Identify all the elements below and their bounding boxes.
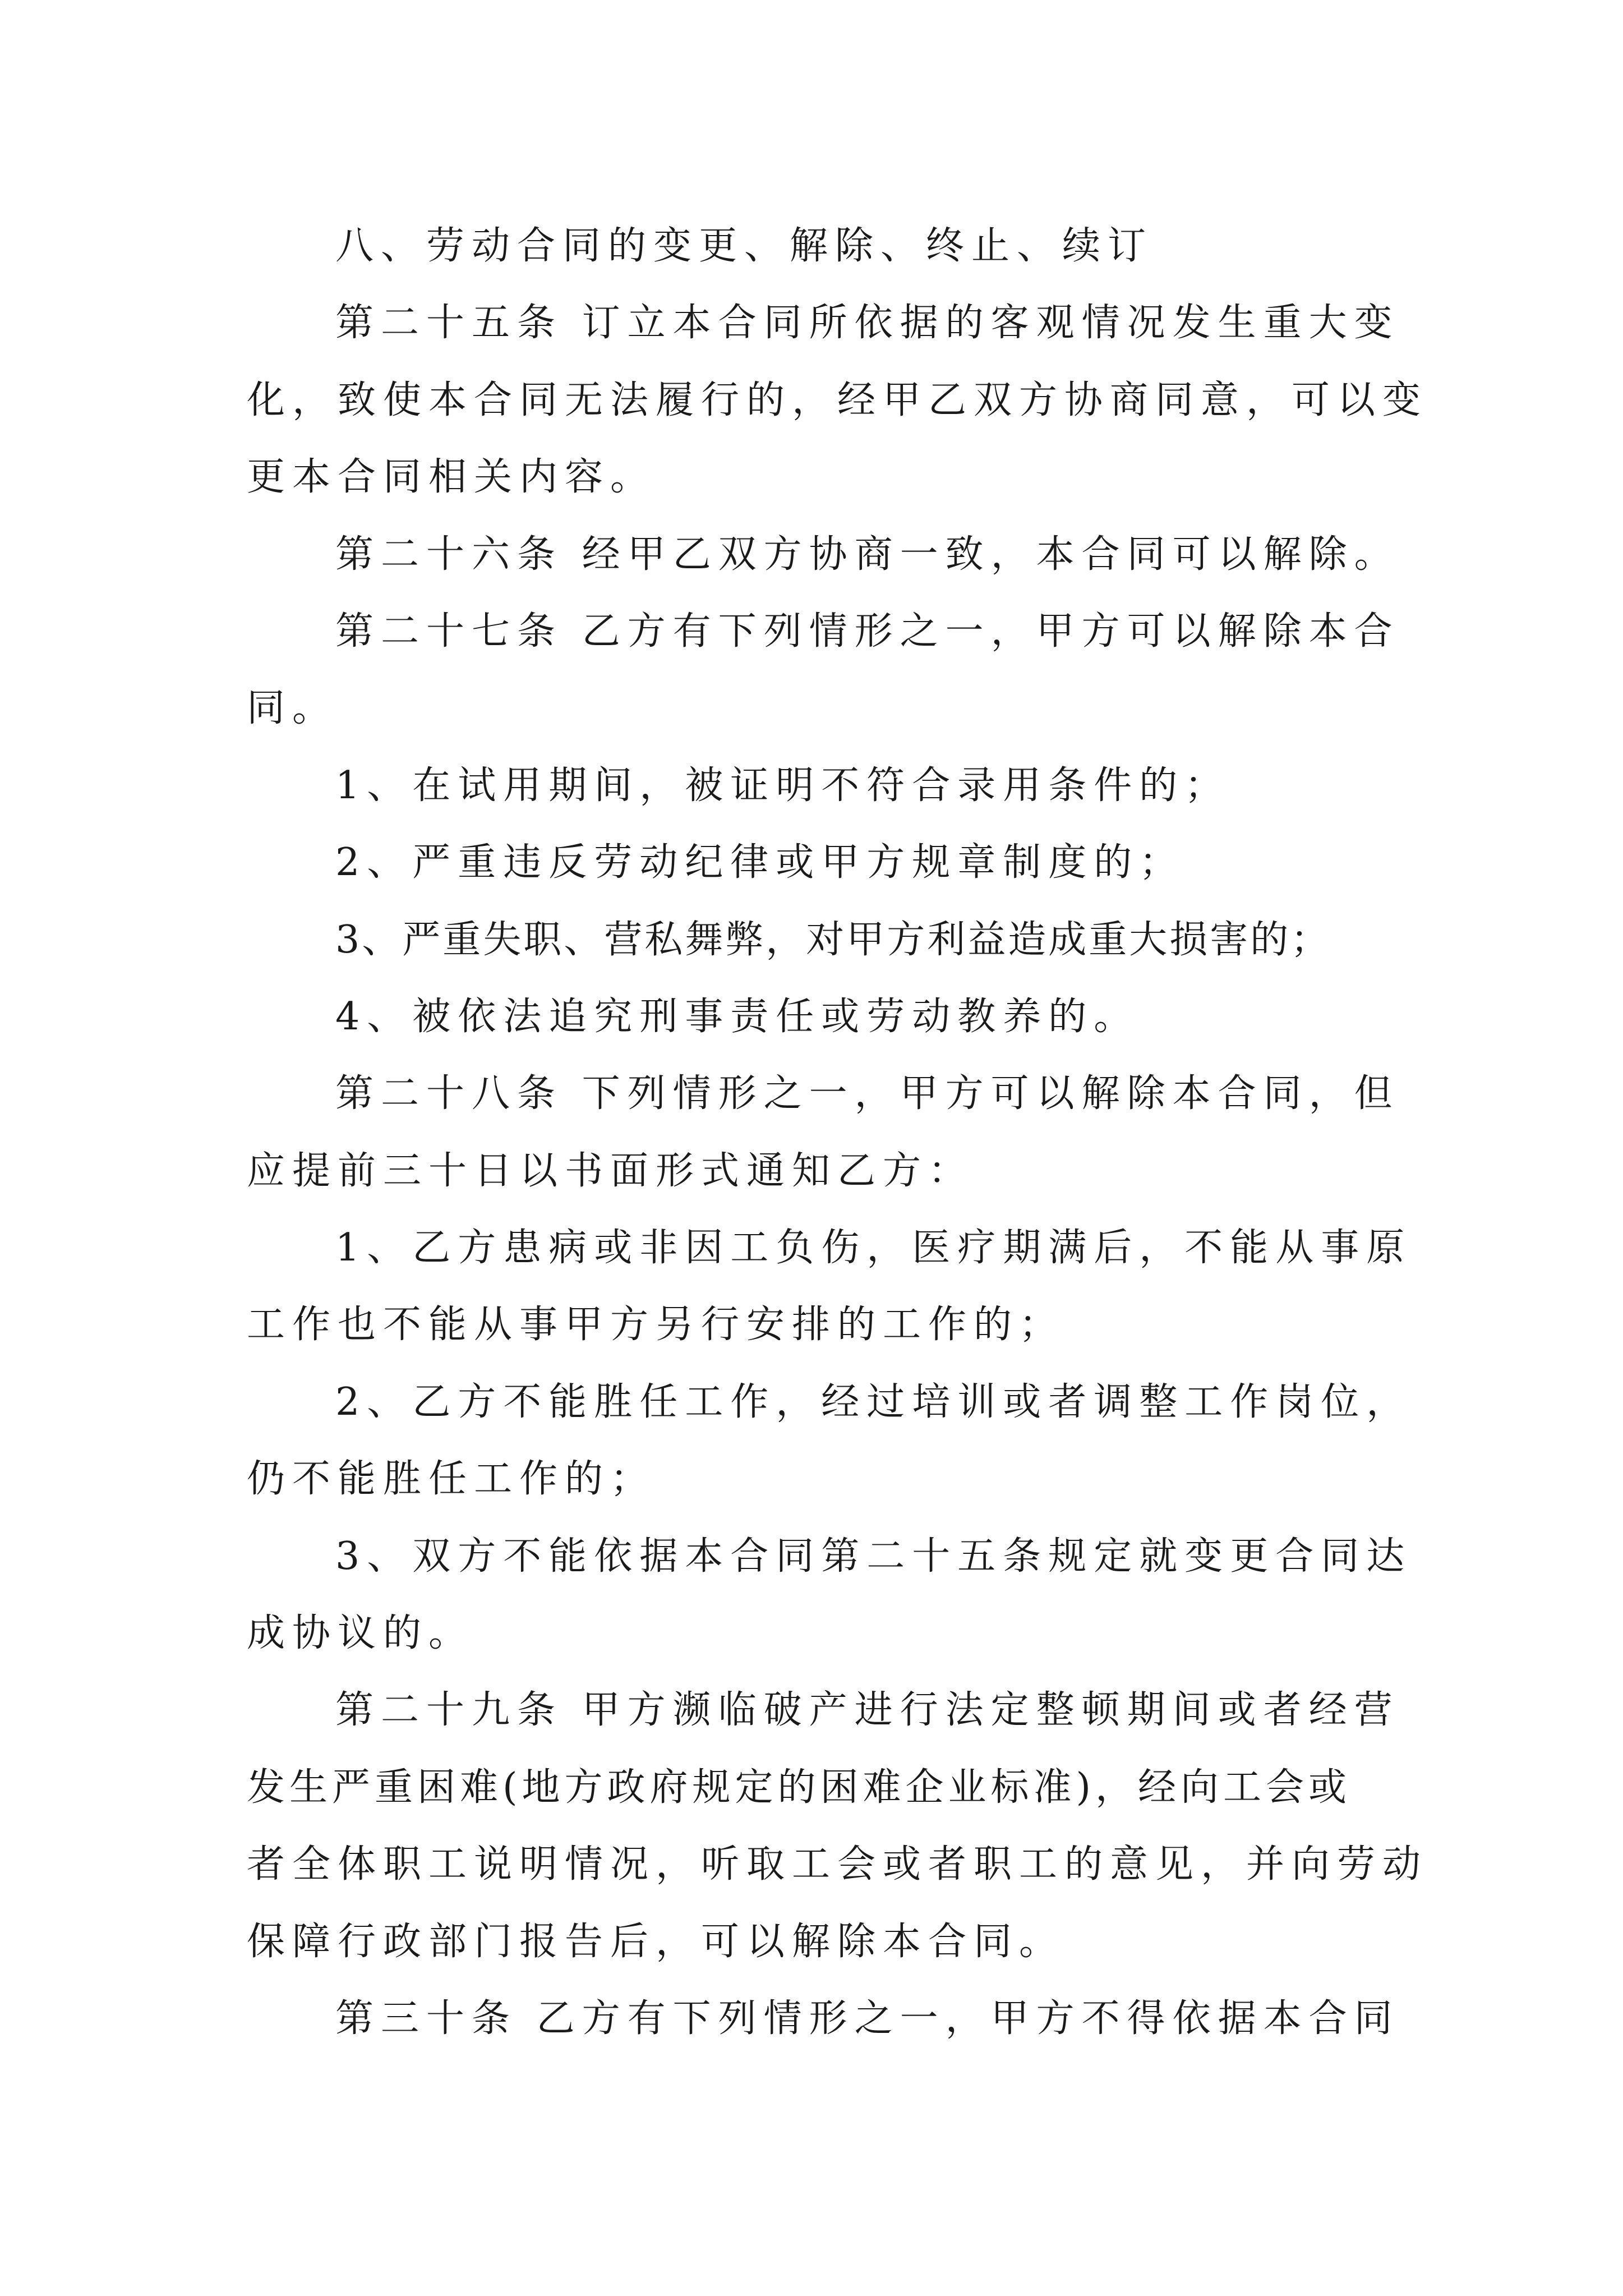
paragraph-line: 同。 — [247, 686, 338, 731]
paragraph-line: 第二十五条 订立本合同所依据的客观情况发生重大变 — [335, 301, 1400, 346]
list-item-continuation: 成协议的。 — [247, 1611, 474, 1656]
list-item: 3、双方不能依据本合同第二十五条规定就变更合同达 — [335, 1534, 1412, 1579]
list-item: 2、严重违反劳动纪律或甲方规章制度的； — [335, 840, 1185, 885]
paragraph-line: 第二十七条 乙方有下列情形之一，甲方可以解除本合 — [335, 609, 1400, 654]
list-item-continuation: 仍不能胜任工作的； — [247, 1457, 656, 1502]
list-item-continuation: 工作也不能从事甲方另行安排的工作的； — [247, 1303, 1065, 1347]
list-item: 4、被依法追究刑事责任或劳动教养的。 — [335, 994, 1140, 1039]
paragraph-line: 化，致使本合同无法履行的，经甲乙双方协商同意，可以变 — [247, 378, 1428, 422]
list-item: 1、乙方患病或非因工负伤，医疗期满后，不能从事原 — [335, 1226, 1412, 1271]
paragraph-line: 第三十条 乙方有下列情形之一，甲方不得依据本合同 — [335, 1996, 1400, 2041]
paragraph-line: 更本合同相关内容。 — [247, 455, 656, 500]
paragraph-line: 第二十六条 经甲乙双方协商一致，本合同可以解除。 — [335, 532, 1400, 577]
paragraph-line: 第二十九条 甲方濒临破产进行法定整顿期间或者经营 — [335, 1688, 1400, 1733]
paragraph-line: 保障行政部门报告后，可以解除本合同。 — [247, 1919, 1065, 1964]
list-item: 1、在试用期间，被证明不符合录用条件的； — [335, 763, 1230, 808]
paragraph-line: 者全体职工说明情况，听取工会或者职工的意见，并向劳动 — [247, 1842, 1428, 1887]
paragraph-line: 发生严重困难(地方政府规定的困难企业标准)，经向工会或 — [247, 1765, 1352, 1810]
list-item: 3、严重失职、营私舞弊，对甲方利益造成重大损害的； — [335, 917, 1331, 962]
section-heading: 八、劳动合同的变更、解除、终止、续订 — [335, 224, 1154, 268]
paragraph-line: 应提前三十日以书面形式通知乙方： — [247, 1148, 974, 1193]
list-item: 2、乙方不能胜任工作，经过培训或者调整工作岗位， — [335, 1379, 1412, 1424]
document-body — [247, 208, 1430, 2057]
paragraph-line: 第二十八条 下列情形之一，甲方可以解除本合同，但 — [335, 1071, 1400, 1116]
